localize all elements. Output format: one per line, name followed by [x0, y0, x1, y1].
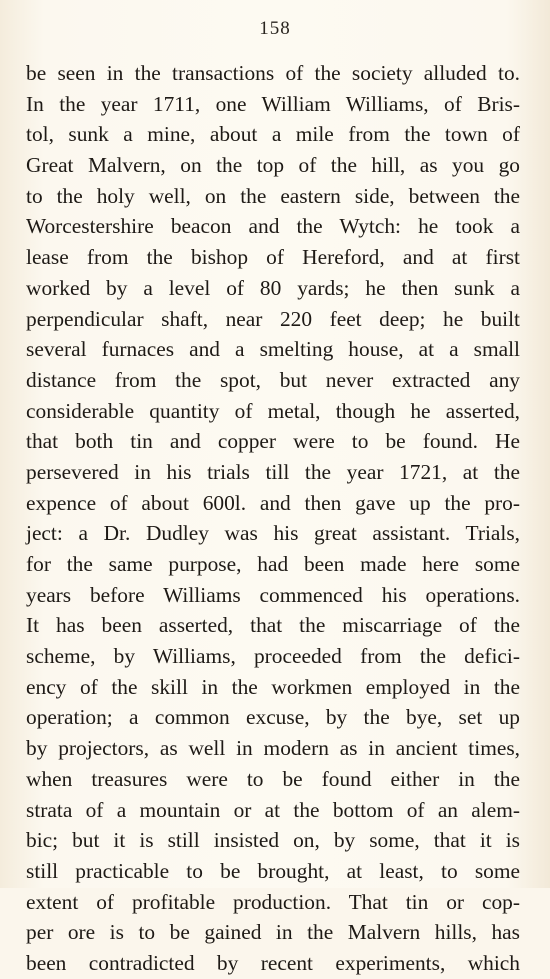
- text-line: ency of the skill in the workmen employed in the: [26, 674, 520, 699]
- text-line: that both tin and copper were to be found. He: [26, 429, 520, 454]
- text-line: ject: a Dr. Dudley was his great assistant. Trials,: [26, 521, 520, 546]
- text-line: scheme, by Williams, proceeded from the defici-: [26, 644, 520, 669]
- text-line: worked by a level of 80 yards; he then sunk a: [26, 275, 520, 300]
- text-line: expence of about 600l. and then gave up the pro-: [26, 490, 520, 515]
- text-line: strata of a mountain or at the bottom of an alem-: [26, 797, 520, 822]
- text-line: Worcestershire beacon and the Wytch: he took a: [26, 214, 520, 239]
- text-line: persevered in his trials till the year 1721, at the: [26, 459, 520, 484]
- text-line: extent of profitable production. That tin or cop-: [26, 889, 520, 914]
- text-line: distance from the spot, but never extracted any: [26, 367, 520, 392]
- text-line: It has been asserted, that the miscarriage of the: [26, 613, 520, 638]
- page-number: 158: [259, 18, 291, 39]
- text-line: Great Malvern, on the top of the hill, as you go: [26, 153, 520, 178]
- text-line: In the year 1711, one William Williams, of Bris-: [26, 91, 520, 116]
- text-line: several furnaces and a smelting house, at a small: [26, 337, 520, 362]
- text-line: when treasures were to be found either in the: [26, 766, 520, 791]
- text-line: lease from the bishop of Hereford, and at first: [26, 245, 520, 270]
- text-line: operation; a common excuse, by the bye, set up: [26, 705, 520, 730]
- text-line: for the same purpose, had been made here some: [26, 552, 520, 576]
- text-line: perpendicular shaft, near 220 feet deep; he built: [26, 306, 520, 331]
- text-line: per ore is to be gained in the Malvern hills, has: [26, 920, 520, 945]
- text-line: be seen in the transactions of the society alluded to.: [26, 61, 520, 85]
- text-line: to the holy well, on the eastern side, between the: [26, 183, 520, 208]
- body-text: [26, 58, 520, 979]
- text-line: by projectors, as well in modern as in ancient times,: [26, 736, 520, 761]
- text-line: considerable quantity of metal, though he asserted,: [26, 398, 520, 423]
- text-line: tol, sunk a mine, about a mile from the town of: [26, 122, 520, 147]
- text-line: been contradicted by recent experiments, which: [26, 950, 520, 975]
- text-line: bic; but it is still insisted on, by some, that it is: [26, 828, 520, 853]
- text-line: years before Williams commenced his operations.: [26, 582, 520, 607]
- text-line: still practicable to be brought, at least, to some: [26, 858, 520, 883]
